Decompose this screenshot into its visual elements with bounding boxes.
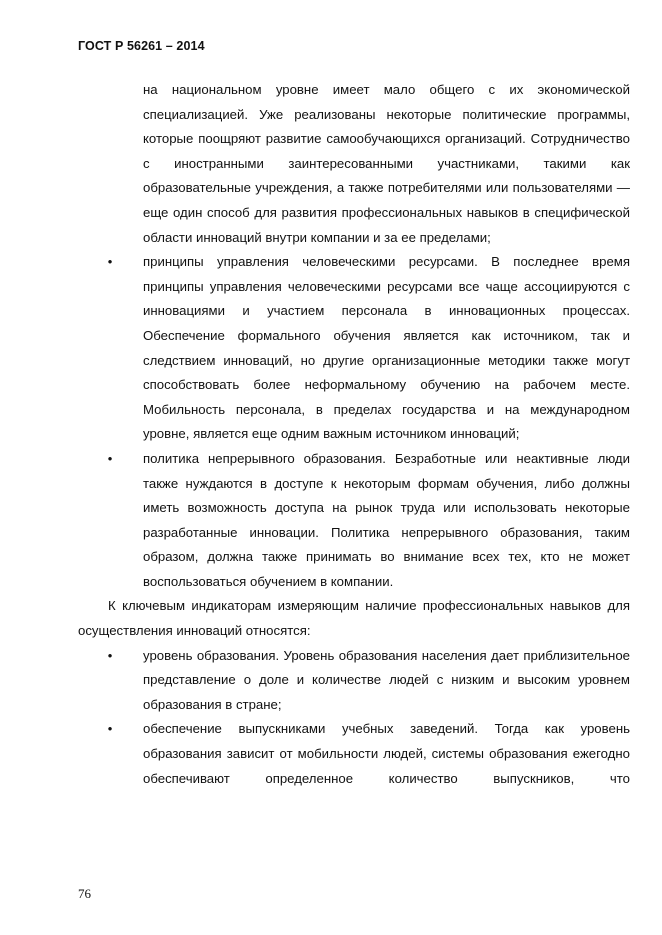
list-item	[107, 717, 630, 791]
list-item-text: принципы управления человеческими ресурсами. В последнее время принципы управления человеческими ресурсами все чаще ассоциируются с инновациями и участием персонала в инновационных процессах. Обеспечение формального обучения является как источником, так и следствием инноваций, но другие организационные методики также могут способствовать более неформальному обучению на рабочем месте. Мобильность персонала, в пределах государства и на международном уровне, является еще одним важным источником инноваций;	[143, 254, 630, 442]
list-item	[107, 447, 630, 595]
bullet-icon: •	[107, 647, 113, 663]
bullet-icon: •	[107, 721, 113, 737]
list-item	[107, 644, 630, 718]
list-item-text: политика непрерывного образования. Безработные или неактивные люди также нуждаются в доступе к некоторым формам обучения, либо должны иметь возможность доступа на рынок труда или использовать некоторые разработанные инновации. Политика непрерывного образования, таким образом, должна также принимать во внимание всех тех, кто не может воспользоваться обучением в компании.	[143, 450, 630, 589]
continuation-paragraph: на национальном уровне имеет мало общего с их экономической специализацией. Уже реализованы некоторые политические программы, которые поощряют развитие самообучающихся организаций. Сотрудничество с иностранными заинтересованными участниками, такими как образовательные учреждения, а также потребителями или пользователями — еще один способ для развития профессиональных навыков в специфической области инноваций внутри компании и за ее пределами;	[143, 82, 630, 245]
intro-paragraph: К ключевым индикаторам измеряющим наличие профессиональных навыков для осуществления инноваций относятся:	[78, 598, 630, 639]
list-item-text: уровень образования. Уровень образования населения дает приблизительное представление о доле и количестве людей с низким и высоким уровнем образования в стране;	[143, 647, 630, 712]
bullet-icon: •	[107, 254, 113, 270]
bullet-icon: •	[107, 450, 113, 466]
list-item	[107, 250, 630, 447]
document-header: ГОСТ Р 56261 – 2014	[78, 39, 205, 53]
page-content	[78, 78, 630, 791]
page-number: 76	[78, 886, 91, 901]
list-item-text: обеспечение выпускниками учебных заведений. Тогда как уровень образования зависит от мобильности людей, системы образования ежегодно обеспечивают определенное количество выпускников, что	[143, 721, 630, 786]
